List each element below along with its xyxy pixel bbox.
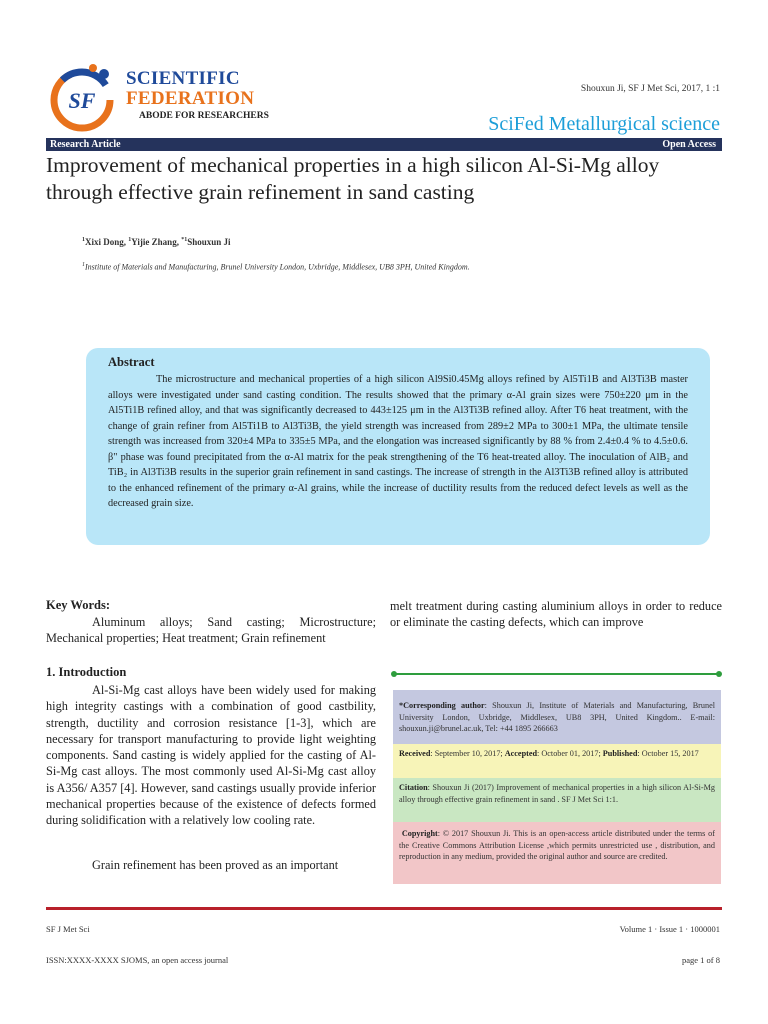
footer-volume: Volume 1 · Issue 1 · 1000001 [619, 924, 720, 934]
corresponding-text: : Shouxun Ji, Institute of Materials and Manufacturing, Brunel University London, Uxbridge, Middlesex, UB8 3PH, United Kingdom.. E-mail: shouxun.ji@brunel.ac.uk, Tel: +44 1895 266663 [399, 701, 716, 733]
footer-issn: ISSN:XXXX-XXXX SJOMS, an open access journal [46, 955, 229, 965]
affiliation: $^1$Institute of Materials and Manufacturing, Brunel University London, Uxbridge, Middlesex, UB8 3PH, United Kingdom. [82, 262, 470, 272]
author-sup: *1 [181, 237, 188, 243]
abstract-text: The microstructure and mechanical properties of a high silicon Al9Si0.45Mg alloys refined by Al5Ti1B and Al3Ti3B master alloys were investigated under sand casting condition. The results showed that the primary α-Al grain sizes were 750±220 μm in the Al5Ti1B refined alloy, and that was significantly decreased to 443±125 μm in the Al3Ti3B refined alloy. After T6 heat treatment, with the change of grain refiner from Al5Ti1B to Al3Ti3B, the yield strength was increased from 289±2 MPa to 300±1 MPa, the ultimate tensile strength was increased from 320±4 MPa to 335±5 MPa, and the elongation was increased significantly by 88 % from 2.4±0.4 % to 4.5±0.6. β" phase was found precipitated from the α-Al matrix for the peak strengthening of the T6 heat-treated alloy. The inoculation of AlB₂ and TiB₂ in Al3Ti3B results in the superior grain refinement in sand castings. The increase of strength in the Al3Ti3B refined alloy is attributed to the enhanced refinement of the primary α-Al grains, while the increase of ductility results from the reduced defect levels as well as the decreased grain size. [108, 374, 688, 509]
divider-dot [716, 671, 722, 677]
introduction-continued: melt treatment during casting aluminium alloys in order to reduce or eliminate the casting defects, which can improve [390, 599, 722, 629]
article-title: Improvement of mechanical properties in a high silicon Al-Si-Mg alloy through effective grain refinement in sand casting [46, 153, 660, 204]
footer-journal-abbrev: SF J Met Sci [46, 924, 90, 934]
keywords-text: Aluminum alloys; Sand casting; Microstructure; Mechanical properties; Heat treatment; Grain refinement [46, 615, 376, 645]
copyright-box: Copyright: © 2017 Shouxun Ji. This is an open-access article distributed under the terms of the Creative Commons Attribution License ,which permits unrestricted use , distribution, and reproduction in any medium, provided the original author and source are credited. [393, 822, 721, 884]
brand-name-line2: FEDERATION [126, 88, 255, 109]
author-sup: 1 [128, 237, 132, 243]
divider-line [393, 673, 719, 675]
footer-page-number: page 1 of 8 [681, 955, 720, 965]
dates-box: Received: September 10, 2017; Accepted: October 01, 2017; Published: October 15, 2017 [393, 744, 721, 778]
logo-letters: SF [68, 88, 96, 113]
brand-name-line1: SCIENTIFIC [126, 68, 240, 89]
brand-tagline: ABODE FOR RESEARCHERS [139, 111, 269, 121]
open-access-label: Open Access [662, 139, 716, 150]
citation-box: Citation: Shouxun Ji (2017) Improvement of mechanical properties in a high silicon Al-Si-Mg alloy through effective grain refinement in sand . SF J Met Sci 1:1. [393, 778, 721, 822]
author-sup: 1 [82, 237, 85, 243]
introduction-heading: 1. Introduction [46, 665, 127, 679]
abstract-box [86, 348, 710, 545]
running-citation: Shouxun Ji, SF J Met Sci, 2017, 1 :1 [580, 84, 720, 94]
author-name[interactable]: Shouxun Ji [187, 237, 231, 247]
introduction-paragraph: Grain refinement has been proved as an important [92, 858, 339, 872]
introduction-paragraph: Al-Si-Mg cast alloys have been widely used for making high integrity castings with a combination of good castbility, strength, ductility and corrosion resistance [1-3], which are necessary for transport manufacturing to provide light weighting components. Sand casting is widely applied for the casting of Al-Si-Mg cast alloys. The most commonly used Al-Si-Mg cast alloy is A356/ A357 [4]. However, sand castings usually provide inferior mechanical properties because of the existence of defects formed during solidification with a relatively low cooling rate. [46, 683, 376, 828]
article-type-label: Research Article [50, 139, 121, 150]
author-name[interactable]: Xixi Dong [85, 237, 124, 247]
author-list: $^1$Xixi Dong, $^1$Yijie Zhang, $^{*1}$Shouxun Ji [82, 237, 231, 247]
keywords-heading: Key Words: [46, 598, 111, 612]
abstract-heading: Abstract [108, 355, 155, 369]
corresponding-label: *Corresponding author [399, 701, 485, 710]
footer-divider [46, 907, 722, 910]
journal-name[interactable]: SciFed Metallurgical science [488, 113, 720, 135]
corresponding-author-box [393, 690, 721, 744]
author-name[interactable]: Yijie Zhang [131, 237, 177, 247]
scientific-federation-logo [46, 62, 118, 134]
article-type-bar [46, 138, 722, 151]
